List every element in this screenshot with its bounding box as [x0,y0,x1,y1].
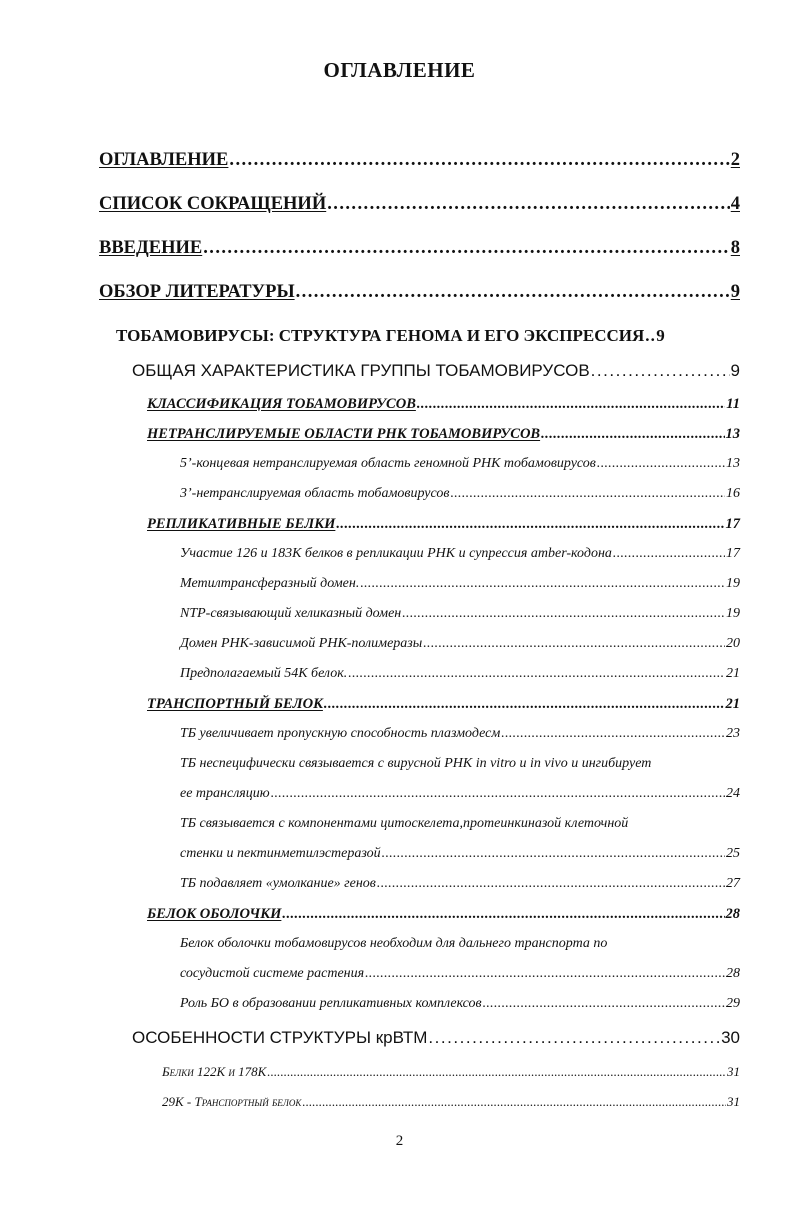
toc-entry-transport-protein[interactable] [147,696,740,713]
leader-dots [483,996,725,1012]
toc-entry-cytoskeleton-line1[interactable]: ТБ связывается с компонентами цитоскелета,протеинкиназой клеточной [180,816,629,831]
toc-entry-classification[interactable] [147,396,740,413]
toc-entry-polymerase[interactable] [180,636,740,652]
leader-dots [282,906,724,923]
toc-entry-label: ТРАНСПОРТНЫЙ БЕЛОК [147,696,323,712]
leader-dots [597,456,725,472]
leader-dots [324,696,725,713]
toc-entry-replicative-proteins[interactable] [147,516,740,533]
toc-entry-page: 9 [656,326,665,345]
toc-entry-page: 25 [726,846,740,861]
leader-dots [645,326,655,346]
toc-entry-page: 30 [721,1028,740,1047]
toc-entry-page: 19 [726,606,740,621]
leader-dots [336,516,724,533]
leader-dots [229,150,729,171]
toc-entry-page: 17 [726,546,740,561]
toc-entry-page: 16 [726,486,740,501]
toc-entry-label: ВВЕДЕНИЕ [99,238,203,258]
toc-entry-page: 17 [725,516,740,532]
leader-dots [296,282,730,303]
toc-entry-crtmv-structure[interactable] [132,1028,740,1048]
leader-dots [382,846,725,862]
toc-entry-long-distance[interactable] [180,966,740,982]
leader-dots [428,1028,720,1048]
toc-entry-tobamoviruses[interactable] [116,326,740,346]
toc-entry-page: 29 [726,996,740,1011]
toc-entry-page: 21 [725,696,740,712]
toc-entry-page: 9 [730,361,740,380]
leader-dots [591,361,730,381]
toc-entry-methyltransferase[interactable] [180,576,740,592]
toc-entry-label: 29К - Транспортный белок [162,1094,302,1109]
toc-entry-label: ОБЗОР ЛИТЕРАТУРЫ [99,282,295,302]
toc-entry-page: 13 [726,456,740,471]
leader-dots [203,238,730,259]
toc-entry-page: 21 [726,666,740,681]
toc-entry-rna-binding[interactable] [180,786,740,802]
leader-dots [450,486,725,502]
toc-entry-label: СПИСОК СОКРАЩЕНИЙ [99,194,327,214]
toc-entry-label: РЕПЛИКАТИВНЫЕ БЕЛКИ [147,516,336,532]
toc-entry-page: 8 [730,238,740,258]
toc-entry-page: 28 [726,966,740,981]
toc-entry-3-utr[interactable] [180,486,740,502]
toc-entry-page: 28 [725,906,740,922]
leader-dots [267,1064,726,1080]
toc-entry-page: 31 [727,1064,740,1079]
toc-entry-label: ее трансляцию [180,786,270,801]
toc-entry-label: ТБ подавляет «умолкание» генов [180,876,376,891]
toc-entry-label: 5’-концевая нетранслируемая область геномной РНК тобамовирусов [180,456,596,471]
toc-entry-silencing[interactable] [180,876,740,892]
toc-entry-label: ТОБАМОВИРУСЫ: СТРУКТУРА ГЕНОМА И ЕГО ЭКСПРЕССИЯ [116,326,645,345]
leader-dots [327,194,730,215]
toc-entry-label: ОБЩАЯ ХАРАКТЕРИСТИКА ГРУППЫ ТОБАМОВИРУСОВ [132,361,590,380]
leader-dots [541,426,724,443]
toc-entry-label: НЕТРАНСЛИРУЕМЫЕ ОБЛАСТИ РНК ТОБАМОВИРУСОВ [147,426,541,442]
leader-dots [402,606,725,622]
leader-dots [302,1094,726,1110]
toc-entry-page: 9 [730,282,740,302]
toc-entry-page: 31 [727,1094,740,1109]
toc-entry-replicative-complexes[interactable] [180,996,740,1012]
leader-dots [360,576,725,592]
toc-entry-page: 2 [730,150,740,170]
toc-entry-label: Участие 126 и 183К белков в репликации РНК и супрессия amber-кодона [180,546,612,561]
toc-entry-label: Роль БО в образовании репликативных комплексов [180,996,482,1011]
toc-entry-plasmodesmata[interactable] [180,726,740,742]
toc-entry-label: Метилтрансферазный домен. [180,576,360,591]
toc-entry-untranslated-regions[interactable] [147,426,740,443]
toc-entry-label: БЕЛОК ОБОЛОЧКИ [147,906,282,922]
toc-entry-29k-transport[interactable] [162,1094,740,1110]
leader-dots [365,966,725,982]
toc-entry-page: 23 [726,726,740,741]
toc-entry-label: стенки и пектинметилэстеразой [180,846,381,861]
toc-entry-page: 11 [726,396,740,412]
toc-entry-label: ТБ увеличивает пропускную способность плазмодесм [180,726,501,741]
toc-entry-introduction[interactable] [99,238,740,259]
toc-entry-page: 27 [726,876,740,891]
toc-entry-label: Белки 122К и 178К [162,1064,267,1079]
toc-entry-122k-178k[interactable] [162,1064,740,1080]
toc-entry-rna-binding-line1[interactable]: ТБ неспецифически связывается с вирусной РНК in vitro и in vivo и ингибирует [180,756,652,771]
toc-entry-page: 20 [726,636,740,651]
leader-dots [348,666,725,682]
toc-entry-label: сосудистой системе растения [180,966,365,981]
toc-entry-oglavlenie[interactable] [99,150,740,171]
leader-dots [423,636,725,652]
toc-entry-label: NTP-связывающий хеликазный домен [180,606,402,621]
leader-dots [377,876,725,892]
toc-entry-label: 3’-нетранслируемая область тобамовирусов [180,486,450,501]
toc-entry-long-distance-line1[interactable]: Белок оболочки тобамовирусов необходим для дальнего транспорта по [180,936,608,951]
toc-entry-label: ОГЛАВЛЕНИЕ [99,150,229,170]
leader-dots [417,396,725,413]
leader-dots [501,726,725,742]
toc-entry-helicase[interactable] [180,606,740,622]
toc-entry-coat-protein[interactable] [147,906,740,923]
toc-entry-page: 19 [726,576,740,591]
toc-entry-page: 13 [725,426,740,442]
toc-entry-126-183k[interactable] [180,546,740,562]
leader-dots [271,786,725,802]
toc-entry-literature-review[interactable] [99,282,740,303]
toc-entry-page: 4 [730,194,740,214]
leader-dots [613,546,725,562]
toc-entry-5-utr[interactable] [180,456,740,472]
page-number: 2 [395,1133,404,1149]
toc-entry-page: 24 [726,786,740,801]
toc-entry-54k[interactable] [180,666,740,682]
toc-entry-general-characteristics[interactable] [132,361,740,381]
toc-entry-cytoskeleton[interactable] [180,846,740,862]
toc-entry-label: Предполагаемый 54К белок. [180,666,348,681]
toc-entry-abbreviations[interactable] [99,194,740,215]
toc-entry-label: ОСОБЕННОСТИ СТРУКТУРЫ крВТМ [132,1028,428,1047]
toc-entry-label: КЛАССИФИКАЦИЯ ТОБАМОВИРУСОВ [147,396,416,412]
toc-entry-label: Домен РНК-зависимой РНК-полимеразы [180,636,423,651]
page-title: ОГЛАВЛЕНИЕ [323,58,476,82]
